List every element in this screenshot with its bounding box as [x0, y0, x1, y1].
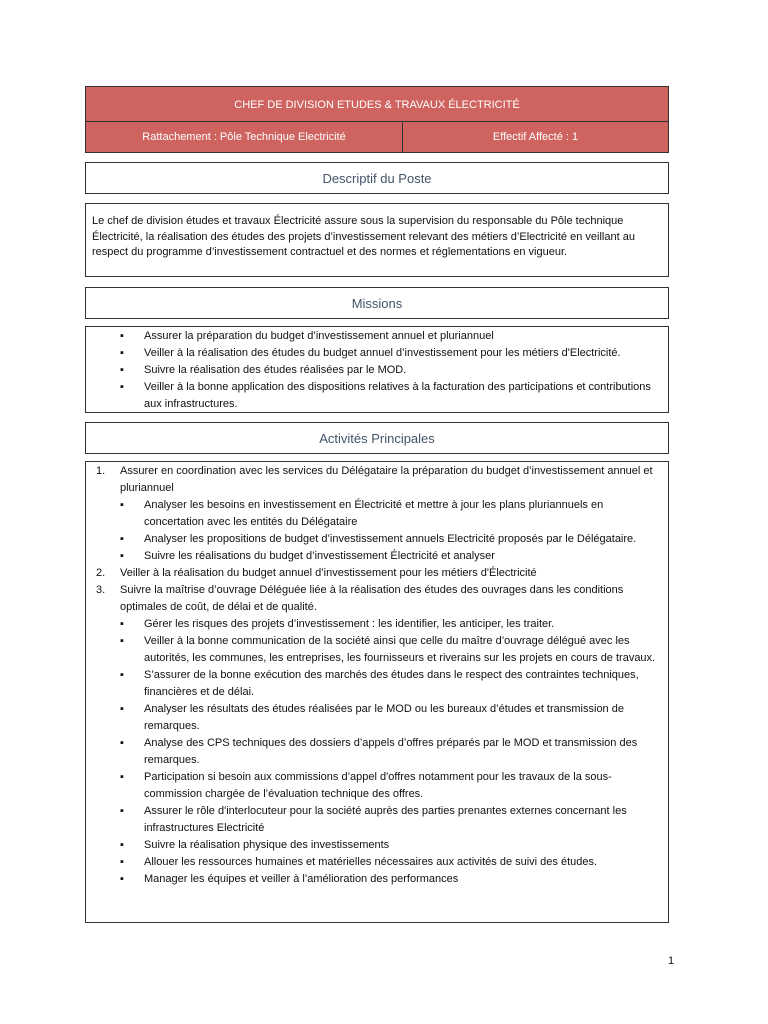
activite-subitem [92, 633, 662, 667]
bullet-icon: ▪ [120, 703, 124, 715]
activite-subitem [92, 701, 662, 735]
bullet-icon: ▪ [120, 839, 124, 851]
activite-text: Suivre la maîtrise d’ouvrage Déléguée liée à la réalisation des études des ouvrages dans les conditions optimales de coût, de délai et de qualité. [120, 584, 624, 613]
descriptif-body [85, 203, 669, 277]
bullet-icon: ▪ [120, 330, 124, 342]
mission-text: Assurer la préparation du budget d’investissement annuel et pluriannuel [144, 330, 494, 342]
bullet-icon: ▪ [120, 381, 124, 393]
mission-text: Veiller à la bonne application des dispositions relatives à la facturation des participations et contributions aux infrastructures. [144, 381, 651, 410]
bullet-icon: ▪ [120, 347, 124, 359]
activite-subitem-text: Allouer les ressources humaines et matérielles nécessaires aux activités de suivi des études. [144, 856, 598, 868]
activite-number: 1. [96, 465, 106, 477]
activite-text: Veiller à la réalisation du budget annuel d’investissement pour les métiers d'Électricité [120, 567, 537, 579]
activite-item [92, 463, 662, 497]
job-title: CHEF DE DIVISION ETUDES & TRAVAUX ÉLECTRICITÉ [234, 98, 520, 111]
mission-text: Veiller à la réalisation des études du budget annuel d’investissement pour les métiers d'Electricité. [144, 347, 621, 359]
missions-heading-box [85, 287, 669, 319]
bullet-icon: ▪ [120, 805, 124, 817]
activites-list [92, 463, 662, 888]
activite-subitem-text: Analyser les propositions de budget d’investissement annuels Electricité proposés par le Délégataire. [144, 533, 637, 545]
activite-text: Assurer en coordination avec les services du Délégataire la préparation du budget d’investissement annuel et pluriannuel [120, 465, 653, 494]
page-number: 1 [668, 955, 675, 967]
activite-item [92, 582, 662, 616]
rattachement-cell [86, 122, 403, 152]
activite-subitem-text: S’assurer de la bonne exécution des marchés des études dans le respect des contraintes techniques, financières et de délai. [144, 669, 639, 698]
activite-sublist [92, 616, 662, 888]
activite-subitem [92, 871, 662, 888]
descriptif-heading: Descriptif du Poste [322, 170, 432, 186]
activite-subitem-text: Analyser les résultats des études réalisées par le MOD ou les bureaux d’études et transmission de remarques. [144, 703, 624, 732]
bullet-icon: ▪ [120, 499, 124, 511]
descriptif-text: Le chef de division études et travaux Électricité assure sous la supervision du responsable du Pôle technique Électricité, la réalisation des études des projets d’investissement relevant des métiers d’Electricité en veillant au respect du programme d’investissement contractuel et des normes et réglementations en vigueur. [92, 215, 635, 258]
bullet-icon: ▪ [120, 856, 124, 868]
bullet-icon: ▪ [120, 364, 124, 376]
activite-subitem [92, 854, 662, 871]
mission-item [92, 362, 662, 379]
activite-subitem [92, 769, 662, 803]
mission-text: Suivre la réalisation des études réalisées par le MOD. [144, 364, 407, 376]
missions-heading: Missions [351, 295, 403, 311]
activites-heading-box [85, 422, 669, 454]
activites-body [85, 461, 669, 923]
activite-subitem-text: Analyser les besoins en investissement en Électricité et mettre à jour les plans pluriannuels en concertation avec les entités du Délégataire [144, 499, 604, 528]
bullet-icon: ▪ [120, 669, 124, 681]
activite-subitem [92, 667, 662, 701]
bullet-icon: ▪ [120, 771, 124, 783]
activite-subitem-text: Veiller à la bonne communication de la société ainsi que celle du maître d’ouvrage délégué avec les autorités, les communes, les entreprises, les fournisseurs et riverains sur les projets en cours de travaux. [144, 635, 656, 664]
activite-subitem-text: Assurer le rôle d'interlocuteur pour la société auprès des parties prenantes externes concernant les infrastructures Electricité [144, 805, 627, 834]
bullet-icon: ▪ [120, 635, 124, 647]
activite-subitem [92, 803, 662, 837]
activite-number: 2. [96, 567, 106, 579]
mission-item [92, 328, 662, 345]
activite-subitem [92, 735, 662, 769]
mission-item [92, 345, 662, 362]
activite-subitem-text: Gérer les risques des projets d’investissement : les identifier, les anticiper, les traiter. [144, 618, 555, 630]
activite-subitem [92, 531, 662, 548]
bullet-icon: ▪ [120, 533, 124, 545]
activite-item [92, 565, 662, 582]
activite-subitem-text: Manager les équipes et veiller à l’amélioration des performances [144, 873, 459, 885]
bullet-icon: ▪ [120, 618, 124, 630]
missions-list [92, 328, 662, 413]
descriptif-heading-box [85, 162, 669, 194]
rattachement-text: Rattachement : Pôle Technique Electricité [142, 131, 346, 143]
activite-number: 3. [96, 584, 106, 596]
activite-subitem-text: Suivre la réalisation physique des investissements [144, 839, 390, 851]
activite-sublist [92, 497, 662, 565]
activite-subitem [92, 548, 662, 565]
activite-subitem [92, 616, 662, 633]
bullet-icon: ▪ [120, 873, 124, 885]
job-info-row [85, 121, 669, 153]
missions-body [85, 326, 669, 413]
effectif-cell [403, 122, 668, 152]
activite-subitem-text: Analyse des CPS techniques des dossiers d’appels d’offres préparés par le MOD et transmission des remarques. [144, 737, 638, 766]
effectif-text: Effectif Affecté : 1 [492, 131, 579, 143]
activite-subitem [92, 497, 662, 531]
activite-subitem-text: Participation si besoin aux commissions d’appel d'offres notamment pour les travaux de la sous-commission chargée de l’évaluation technique des offres. [144, 771, 612, 800]
mission-item [92, 379, 662, 413]
job-title-banner [85, 86, 669, 122]
bullet-icon: ▪ [120, 550, 124, 562]
bullet-icon: ▪ [120, 737, 124, 749]
activites-heading: Activités Principales [319, 430, 435, 446]
activite-subitem [92, 837, 662, 854]
activite-subitem-text: Suivre les réalisations du budget d’investissement Électricité et analyser [144, 550, 495, 562]
